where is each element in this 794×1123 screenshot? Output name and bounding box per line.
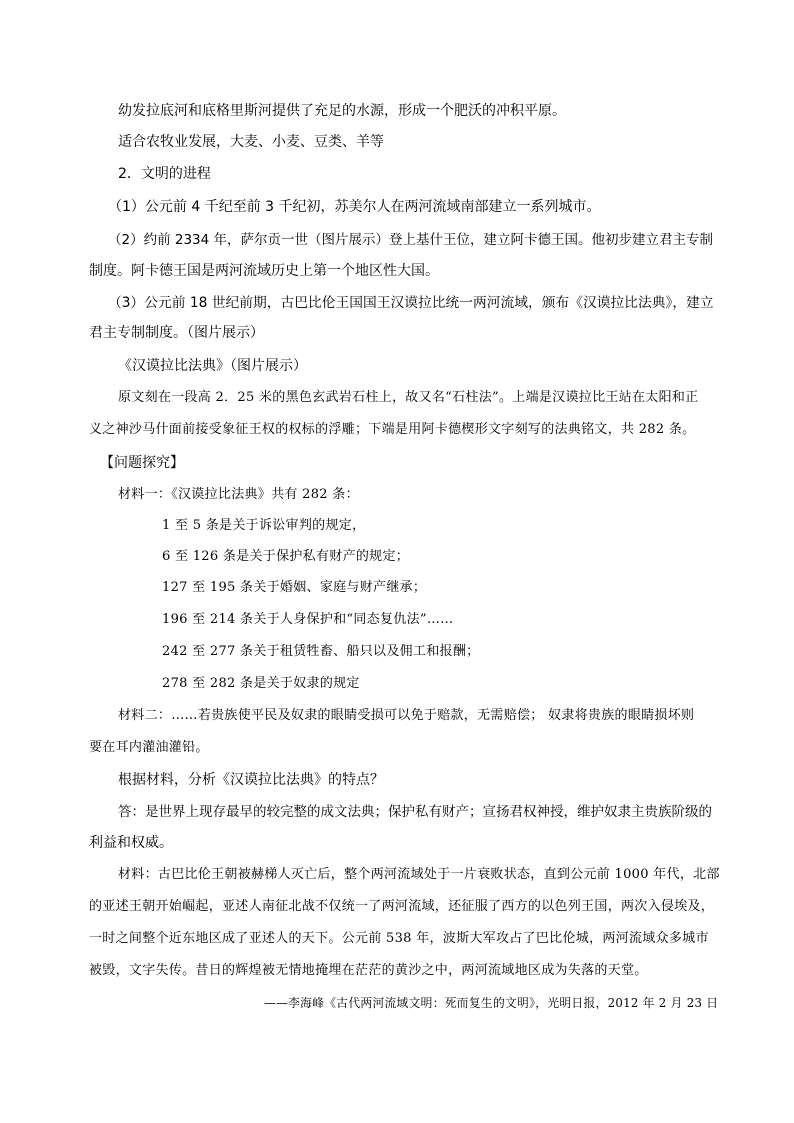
code-title: 《汉谟拉比法典》（图片展示） bbox=[118, 358, 307, 374]
material-3-line-1: 材料：古巴比伦王朝被赫梯人灭亡后，整个两河流域处于一片衰败状态，直到公元前 1000 年代，北部 bbox=[118, 867, 720, 882]
material-1-item: 1 至 5 条是关于诉讼审判的规定， bbox=[162, 518, 366, 533]
code-description-line-2: 义之神沙马什面前接受象征王权的权标的浮雕；下端是用阿卡德楔形文字刻写的法典铭文，共 282 条。 bbox=[89, 422, 696, 437]
material-1-item: 242 至 277 条关于租赁牲畜、船只以及佣工和报酬； bbox=[162, 644, 480, 659]
question-text: 根据材料，分析《汉谟拉比法典》的特点？ bbox=[118, 772, 384, 788]
civilization-item-3-line-1: （3）公元前 18 世纪前期，古巴比伦王国国王汉谟拉比统一两河流域，颁布《汉谟拉比法典》，建立 bbox=[108, 295, 714, 311]
material-1-item: 278 至 282 条是关于奴隶的规定 bbox=[162, 676, 360, 691]
environment-paragraph-2: 适合农牧业发展，大麦、小麦、豆类、羊等 bbox=[118, 134, 384, 150]
civilization-item-2-line-2: 制度。阿卡德王国是两河流域历史上第一个地区性大国。 bbox=[89, 263, 439, 279]
environment-paragraph-1: 幼发拉底河和底格里斯河提供了充足的水源，形成一个肥沃的冲积平原。 bbox=[118, 103, 566, 119]
civilization-item-2-line-1: （2）约前 2334 年，萨尔贡一世（图片展示）登上基什王位，建立阿卡德王国。他初步建立君主专制 bbox=[108, 232, 714, 248]
civilization-heading: 2．文明的进程 bbox=[118, 166, 211, 182]
civilization-item-1: （1）公元前 4 千纪至前 3 千纪初，苏美尔人在两河流域南部建立一系列城市。 bbox=[108, 199, 601, 215]
material-3-line-4: 被毁，文字失传。昔日的辉煌被无情地掩埋在茫茫的黄沙之中，两河流域地区成为失落的天堂。 bbox=[89, 963, 648, 978]
material-2-line-2: 要在耳内灌油灌铅。 bbox=[89, 740, 209, 755]
material-3-line-2: 的亚述王朝开始崛起，亚述人南征北战不仅统一了两河流域，还征服了西方的以色列王国，两次入侵埃及， bbox=[89, 899, 715, 914]
material-3-line-3: 一时之间整个近东地区成了亚述人的天下。公元前 538 年，波斯大军攻占了巴比伦城，两河流域众多城市 bbox=[89, 931, 709, 946]
material-1-intro: 材料一：《汉谟拉比法典》共有 282 条： bbox=[118, 487, 359, 502]
answer-line-1: 答：是世界上现存最早的较完整的成文法典；保护私有财产；宣扬君权神授，维护奴隶主贵族阶级的 bbox=[118, 804, 712, 820]
code-description-line-1: 原文刻在一段高 2．25 米的黑色玄武岩石柱上，故又名“石柱法”。上端是汉谟拉比王站在太阳和正 bbox=[118, 390, 699, 405]
material-2-line-1: 材料二：……若贵族使平民及奴隶的眼睛受损可以免于赔款，无需赔偿； 奴隶将贵族的眼睛损坏则 bbox=[118, 708, 695, 723]
material-1-item: 196 至 214 条关于人身保护和“同态复仇法”…… bbox=[162, 612, 454, 627]
civilization-item-3-line-2: 君主专制制度。（图片展示） bbox=[89, 325, 264, 341]
answer-line-2: 利益和权威。 bbox=[89, 835, 173, 851]
material-3-source: ——李海峰《古代两河流域文明：死而复生的文明》，光明日报，2012 年 2 月 23 日 bbox=[264, 996, 719, 1010]
material-1-item: 6 至 126 条是关于保护私有财产的规定； bbox=[162, 549, 410, 564]
inquiry-heading: 【问题探究】 bbox=[100, 455, 184, 471]
material-1-item: 127 至 195 条关于婚姻、家庭与财产继承； bbox=[162, 580, 427, 595]
